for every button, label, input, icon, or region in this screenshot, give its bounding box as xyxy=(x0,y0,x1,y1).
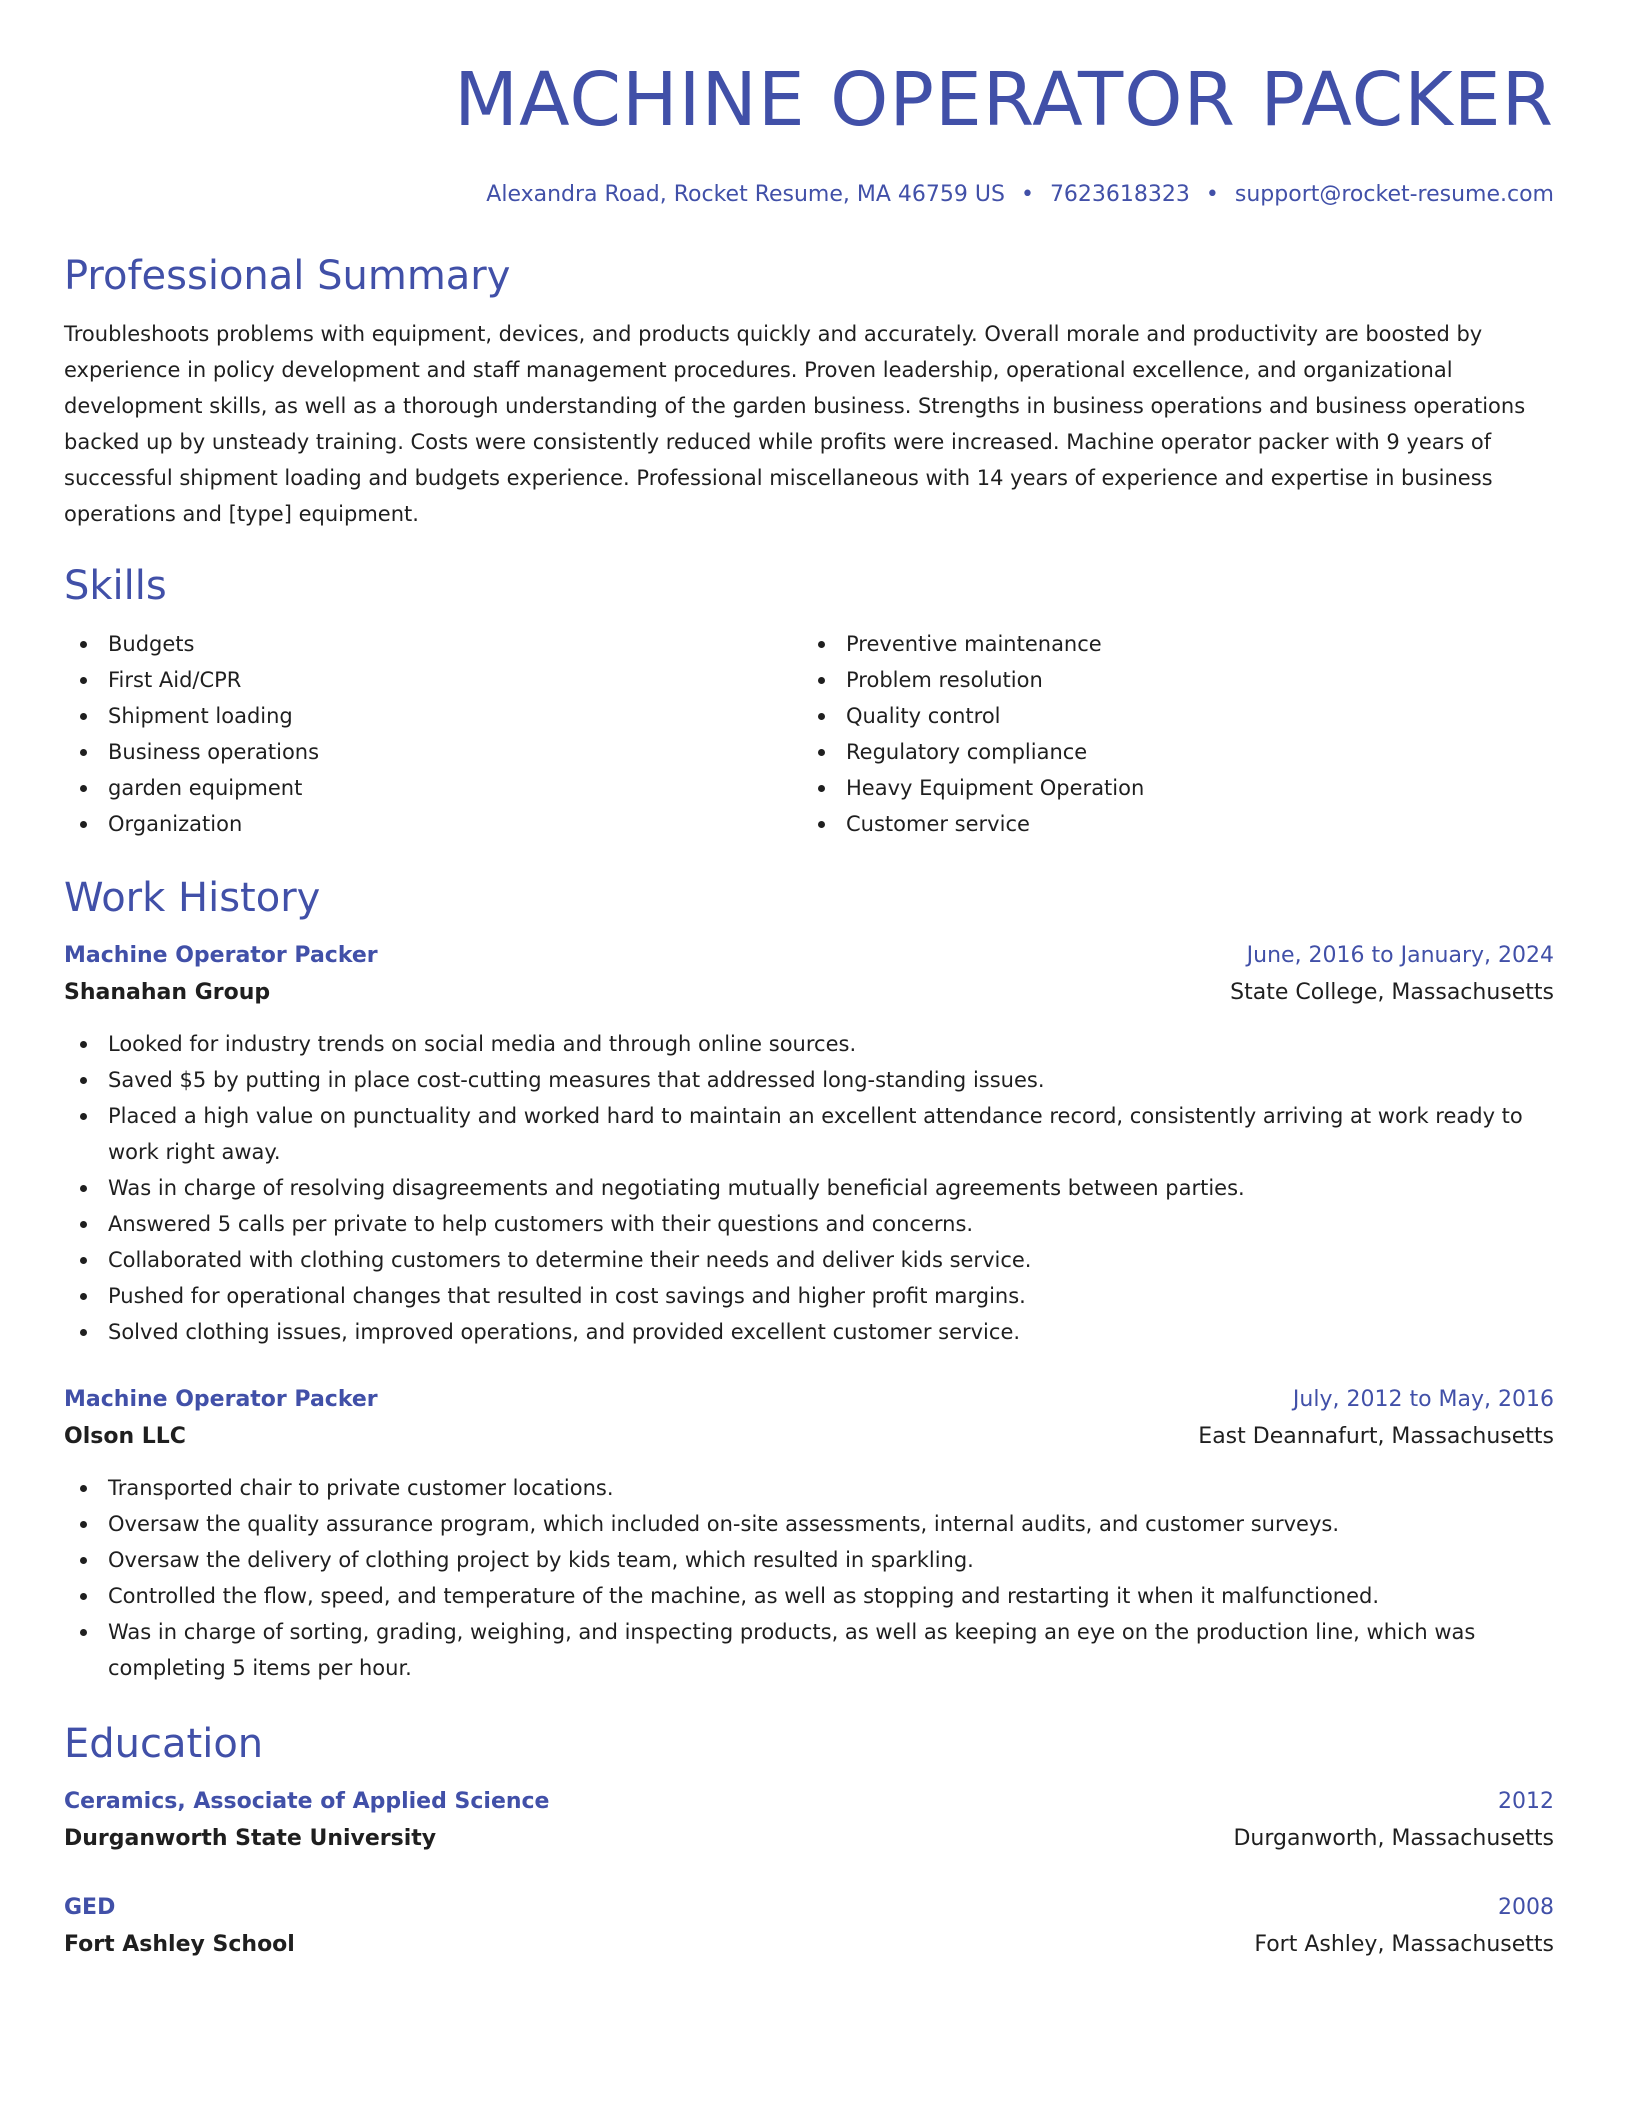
bullet-icon xyxy=(80,641,87,648)
bullet-icon xyxy=(80,1113,87,1120)
bullet-icon xyxy=(818,641,825,648)
bullet-icon xyxy=(80,785,87,792)
job-bullet xyxy=(64,1170,1554,1206)
summary-text: Troubleshoots problems with equipment, devices, and products quickly and accurately. Overall morale and productivity are boosted by experience in policy development and staff management procedures. Proven leadership, operational excellence, and organizational development skills, as well as a thorough understanding of the garden business. Strengths in business operations and business operations backed up by unsteady training. Costs were consistently reduced while profits were increased. Machine operator packer with 9 years of successful shipment loading and budgets experience. Professional miscellaneous with 14 years of experience and expertise in business operations and [type] equipment. xyxy=(64,322,1526,526)
job-bullet xyxy=(64,1506,1554,1542)
skill-item xyxy=(64,770,802,806)
bullet-text: Solved clothing issues, improved operations, and provided excellent customer service. xyxy=(108,1320,1021,1344)
education-entry xyxy=(64,1890,1554,1964)
company-name: Olson LLC xyxy=(64,1424,186,1449)
skill-item xyxy=(802,734,1554,770)
bullet-icon xyxy=(818,785,825,792)
job-bullet xyxy=(64,1242,1554,1278)
skill-item xyxy=(64,626,802,662)
education-heading: Education xyxy=(64,1721,264,1767)
graduation-year: 2008 xyxy=(1498,1895,1554,1920)
skill-item xyxy=(64,806,802,842)
bullet-icon xyxy=(80,677,87,684)
bullet-text: Answered 5 calls per private to help customers with their questions and concerns. xyxy=(108,1212,974,1236)
bullet-text: Was in charge of sorting, grading, weighing, and inspecting products, as well as keeping an eye on the production line, which was completing 5 items per hour. xyxy=(108,1620,1476,1680)
bullet-text: Pushed for operational changes that resulted in cost savings and higher profit margins. xyxy=(108,1284,1026,1308)
skill-label: Shipment loading xyxy=(108,704,293,728)
job-bullet xyxy=(64,1470,1554,1506)
summary-heading: Professional Summary xyxy=(64,253,511,299)
work-history-heading: Work History xyxy=(64,875,321,921)
bullet-icon xyxy=(80,1041,87,1048)
education-school-row xyxy=(64,1820,1554,1858)
school-location: Durganworth, Massachusetts xyxy=(1233,1826,1554,1851)
bullet-icon xyxy=(818,677,825,684)
contact-address: Alexandra Road, Rocket Resume, MA 46759 US xyxy=(486,182,1005,207)
job-bullet xyxy=(64,1098,1554,1170)
job-bullets xyxy=(64,1470,1554,1686)
skill-item xyxy=(64,734,802,770)
job-header-row xyxy=(64,1382,1554,1418)
degree-title: Ceramics, Associate of Applied Science xyxy=(64,1789,550,1814)
job-company-row xyxy=(64,974,1554,1012)
bullet-text: Looked for industry trends on social media and through online sources. xyxy=(108,1032,857,1056)
bullet-icon xyxy=(818,749,825,756)
education-entry xyxy=(64,1784,1554,1858)
bullet-icon xyxy=(80,1221,87,1228)
company-name: Shanahan Group xyxy=(64,980,271,1005)
job-bullets xyxy=(64,1026,1554,1350)
skill-item xyxy=(802,662,1554,698)
bullet-icon xyxy=(80,1185,87,1192)
bullet-icon xyxy=(80,1293,87,1300)
skill-item xyxy=(802,698,1554,734)
skill-label: Budgets xyxy=(108,632,195,656)
bullet-icon xyxy=(80,1521,87,1528)
bullet-icon xyxy=(80,1257,87,1264)
bullet-text: Collaborated with clothing customers to determine their needs and deliver kids service. xyxy=(108,1248,1032,1272)
job-bullet xyxy=(64,1206,1554,1242)
bullet-icon xyxy=(80,1329,87,1336)
skill-label: Business operations xyxy=(108,740,320,764)
contact-phone: 7623618323 xyxy=(1049,182,1190,207)
job-location: State College, Massachusetts xyxy=(1230,980,1554,1005)
job-title: Machine Operator Packer xyxy=(64,943,378,968)
degree-title: GED xyxy=(64,1895,116,1920)
candidate-name: MACHINE OPERATOR PACKER xyxy=(454,57,1554,143)
skill-label: Customer service xyxy=(846,812,1030,836)
job-dates: July, 2012 to May, 2016 xyxy=(1292,1387,1554,1412)
job-bullet xyxy=(64,1542,1554,1578)
skill-item xyxy=(64,662,802,698)
job-bullet xyxy=(64,1026,1554,1062)
education-school-row xyxy=(64,1926,1554,1964)
job-bullet xyxy=(64,1278,1554,1314)
job-bullet xyxy=(64,1314,1554,1350)
job-entry xyxy=(64,938,1554,1350)
bullet-icon xyxy=(80,1557,87,1564)
skill-label: Organization xyxy=(108,812,243,836)
skills-list xyxy=(64,626,1554,842)
contact-separator: • xyxy=(1205,182,1219,207)
skill-label: garden equipment xyxy=(108,776,303,800)
skill-label: Preventive maintenance xyxy=(846,632,1102,656)
skills-heading: Skills xyxy=(64,563,167,609)
job-location: East Deannafurt, Massachusetts xyxy=(1198,1424,1554,1449)
skill-label: Quality control xyxy=(846,704,1001,728)
school-name: Durganworth State University xyxy=(64,1826,437,1851)
skills-column-right xyxy=(802,626,1554,842)
skill-item xyxy=(802,626,1554,662)
job-bullet xyxy=(64,1614,1554,1686)
school-location: Fort Ashley, Massachusetts xyxy=(1254,1932,1554,1957)
contact-separator: • xyxy=(1020,182,1034,207)
graduation-year: 2012 xyxy=(1498,1789,1554,1814)
bullet-text: Transported chair to private customer locations. xyxy=(108,1476,614,1500)
bullet-text: Placed a high value on punctuality and worked hard to maintain an excellent attendance record, consistently arriving at work ready to work right away. xyxy=(108,1104,1523,1164)
skill-label: Regulatory compliance xyxy=(846,740,1088,764)
bullet-icon xyxy=(818,821,825,828)
job-dates: June, 2016 to January, 2024 xyxy=(1246,943,1554,968)
contact-line xyxy=(64,180,1554,210)
bullet-icon xyxy=(80,1593,87,1600)
job-entry xyxy=(64,1382,1554,1686)
skill-label: First Aid/CPR xyxy=(108,668,242,692)
job-bullet xyxy=(64,1062,1554,1098)
job-title: Machine Operator Packer xyxy=(64,1387,378,1412)
job-header-row xyxy=(64,938,1554,974)
bullet-icon xyxy=(80,1485,87,1492)
skill-label: Problem resolution xyxy=(846,668,1043,692)
bullet-icon xyxy=(80,749,87,756)
contact-email: support@rocket-resume.com xyxy=(1234,182,1554,207)
resume-header xyxy=(64,52,1554,210)
bullet-text: Controlled the flow, speed, and temperature of the machine, as well as stopping and restarting it when it malfunctioned. xyxy=(108,1584,1380,1608)
bullet-icon xyxy=(80,1629,87,1636)
education-header-row xyxy=(64,1784,1554,1820)
bullet-text: Oversaw the delivery of clothing project by kids team, which resulted in sparkling. xyxy=(108,1548,974,1572)
skill-item xyxy=(64,698,802,734)
bullet-icon xyxy=(80,821,87,828)
job-company-row xyxy=(64,1418,1554,1456)
bullet-text: Saved $5 by putting in place cost-cutting measures that addressed long-standing issues. xyxy=(108,1068,1045,1092)
skill-item xyxy=(802,770,1554,806)
school-name: Fort Ashley School xyxy=(64,1932,295,1957)
job-bullet xyxy=(64,1578,1554,1614)
skills-column-left xyxy=(64,626,802,842)
bullet-text: Oversaw the quality assurance program, which included on-site assessments, internal audits, and customer surveys. xyxy=(108,1512,1340,1536)
bullet-text: Was in charge of resolving disagreements and negotiating mutually beneficial agreements between parties. xyxy=(108,1176,1245,1200)
skill-item xyxy=(802,806,1554,842)
bullet-icon xyxy=(80,1077,87,1084)
skill-label: Heavy Equipment Operation xyxy=(846,776,1145,800)
bullet-icon xyxy=(80,713,87,720)
bullet-icon xyxy=(818,713,825,720)
education-header-row xyxy=(64,1890,1554,1926)
